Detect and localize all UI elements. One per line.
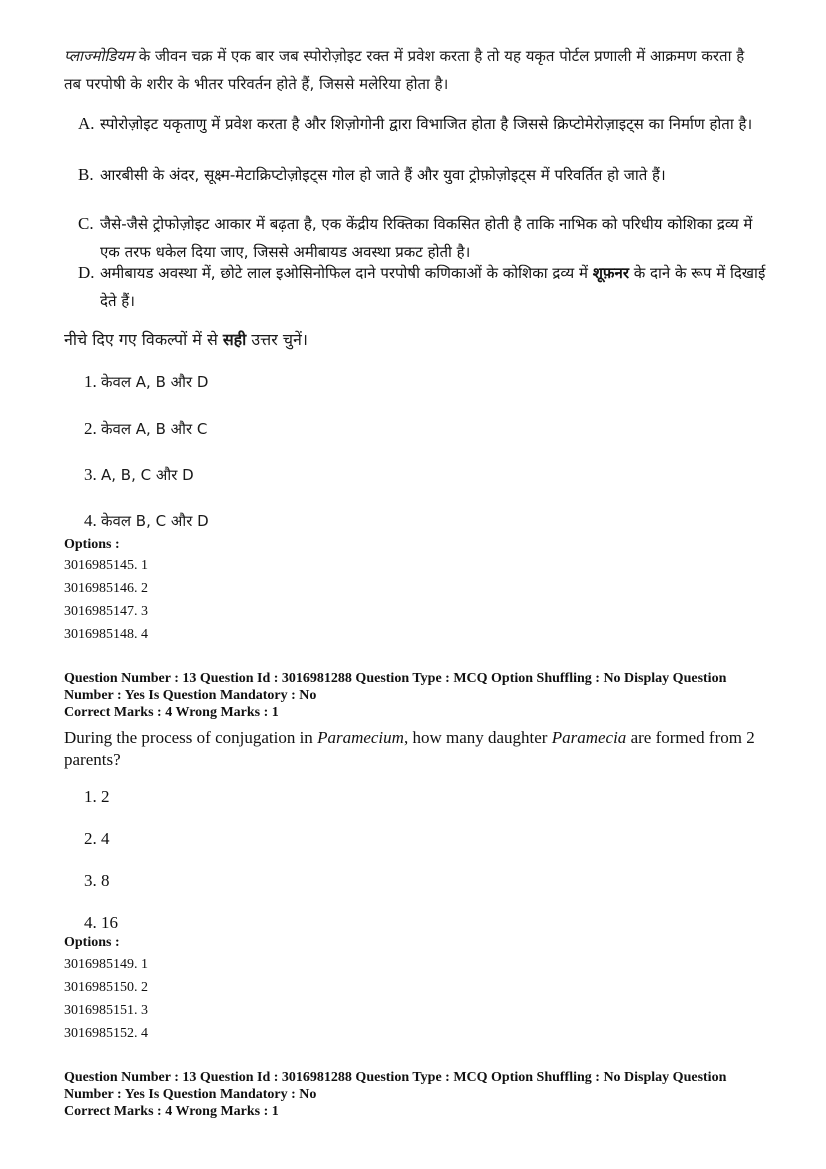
statement-bold-term: शूफ़नर [592, 264, 629, 282]
statement-text-part: अमीबायड अवस्था में, छोटे लाल इओसिनोफिल दाने परपोषी कणिकाओं के कोशिका द्रव्य में [100, 264, 593, 282]
instruction-text: नीचे दिए गए विकल्पों में से [64, 330, 223, 349]
statement-label: B. [78, 165, 94, 184]
statement-text: स्पोरोज़ोइट यकृताणु में प्रवेश करता है और शिज़ोगोनी द्वारा विभाजित होता है जिससे क्रिप्टोमेरोज़ाइट्स का निर्माण होता है। [100, 115, 753, 133]
question-italic: Paramecia [551, 728, 627, 747]
statement-a [78, 110, 768, 138]
option-id: 3016985150. 2 [64, 980, 148, 995]
choice-text: केवल B, C और D [101, 512, 209, 530]
choice-3: 3. 8 [84, 871, 110, 890]
options-label: Options : [64, 935, 120, 950]
question-meta [64, 1069, 764, 1120]
question-part: are formed from 2 parents? [64, 728, 755, 769]
statement-text-part: के दाने के रूप में दिखाई देते हैं। [100, 264, 766, 310]
marks-line: Correct Marks : 4 Wrong Marks : 1 [64, 1104, 279, 1119]
choice-text: केवल A, B और D [101, 373, 209, 391]
marks-line: Correct Marks : 4 Wrong Marks : 1 [64, 705, 279, 720]
option-id: 3016985147. 3 [64, 604, 148, 619]
choice-1 [84, 372, 208, 392]
choice-number: 4. [84, 511, 97, 530]
choice-text: A, B, C और D [101, 466, 194, 484]
choice-number: 2. [84, 419, 97, 438]
option-id: 3016985151. 3 [64, 1003, 148, 1018]
choice-number: 3. [84, 465, 97, 484]
option-id: 3016985146. 2 [64, 581, 148, 596]
statement-d [78, 259, 768, 315]
question-part: , how many daughter [403, 728, 552, 747]
choice-2 [84, 419, 207, 439]
statement-b [78, 161, 768, 189]
instruction-bold: सही [222, 330, 247, 349]
choice-number: 1. [84, 372, 97, 391]
meta-line: Question Number : 13 Question Id : 3016981288 Question Type : MCQ Option Shuffling : No Display Question [64, 1070, 727, 1085]
instruction-text: उत्तर चुनें। [246, 330, 308, 349]
meta-line: Number : Yes Is Question Mandatory : No [64, 688, 317, 703]
choice-1: 1. 2 [84, 787, 110, 806]
option-id: 3016985152. 4 [64, 1026, 148, 1041]
option-id: 3016985145. 1 [64, 558, 148, 573]
statement-label: C. [78, 214, 94, 233]
passage-emphasis: प्लाज्मोडियम [64, 47, 134, 65]
option-id: 3016985148. 4 [64, 627, 148, 642]
question-meta [64, 670, 764, 721]
choice-2: 2. 4 [84, 829, 110, 848]
options-label: Options : [64, 537, 120, 552]
choice-text: केवल A, B और C [101, 420, 208, 438]
statement-text: आरबीसी के अंदर, सूक्ष्म-मेटाक्रिप्टोज़ोइट्स गोल हो जाते हैं और युवा ट्रोफ़ोज़ोइट्स में परिवर्तित हो जाते हैं। [100, 166, 666, 184]
instruction [64, 326, 764, 354]
question-part: During the process of conjugation in [64, 728, 318, 747]
question-passage [64, 42, 764, 98]
choice-4: 4. 16 [84, 913, 118, 932]
meta-line: Question Number : 13 Question Id : 3016981288 Question Type : MCQ Option Shuffling : No Display Question [64, 671, 727, 686]
question-italic: Paramecium [317, 728, 404, 747]
statement-text [100, 259, 768, 315]
statement-text: जैसे-जैसे ट्रोफोज़ोइट आकार में बढ़ता है, एक केंद्रीय रिक्तिका विकसित होती है ताकि नाभिक को परिधीय कोशिका द्रव्य में एक तरफ धकेल दिया जाए, जिससे अमीबायड अवस्था प्रकट होती है। [100, 215, 753, 261]
statement-label: A. [78, 114, 95, 133]
statement-c [78, 210, 768, 266]
meta-line: Number : Yes Is Question Mandatory : No [64, 1087, 317, 1102]
option-id: 3016985149. 1 [64, 957, 148, 972]
choice-3 [84, 465, 194, 485]
passage-text: के जीवन चक्र में एक बार जब स्पोरोज़ोइट रक्त में प्रवेश करता है तो यह यकृत पोर्टल प्रणाली में आक्रमण करता है तब परपोषी के शरीर के भीतर परिवर्तन होते हैं, जिससे मलेरिया होता है। [64, 47, 745, 93]
statement-label: D. [78, 263, 95, 282]
question-text [64, 727, 764, 771]
choice-4 [84, 511, 209, 531]
